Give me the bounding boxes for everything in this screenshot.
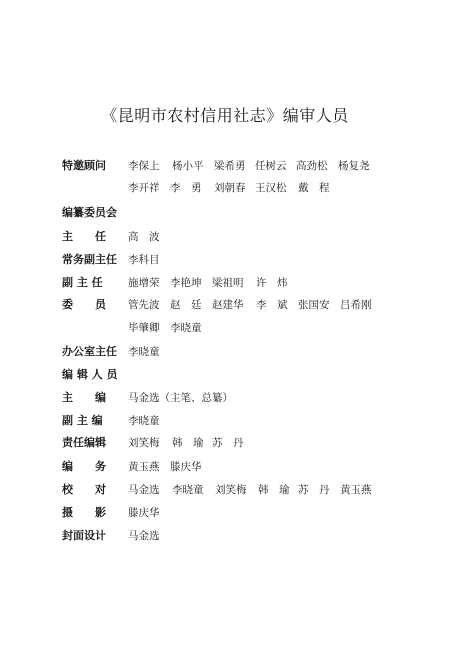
editorial-affairs-names: 黄玉燕 滕庆华 bbox=[128, 461, 202, 473]
proofreader-name: 李晓童 bbox=[172, 484, 204, 496]
deputy-editor-label: 副 主 编 bbox=[62, 414, 103, 427]
members-label: 委 员 bbox=[62, 298, 106, 311]
special-advisors-label: 特邀顾问 bbox=[62, 159, 106, 172]
advisor-name: 杨小平 bbox=[172, 160, 204, 172]
deputy-director-name: 许 炜 bbox=[256, 277, 288, 289]
office-director-name: 李晓童 bbox=[128, 346, 160, 358]
proofreader-name: 马金选 bbox=[128, 484, 160, 496]
exec-deputy-name: 李科目 bbox=[128, 254, 160, 266]
director-name: 高 波 bbox=[128, 231, 160, 243]
advisor-name: 李开祥 bbox=[128, 182, 160, 194]
chief-editor-label: 主 编 bbox=[62, 391, 106, 404]
member-name: 赵 廷 bbox=[170, 299, 202, 311]
cover-design-label: 封面设计 bbox=[62, 529, 106, 542]
deputy-director-name: 李艳坤 bbox=[170, 277, 202, 289]
responsible-editor-name: 苏 丹 bbox=[212, 437, 244, 449]
member-name: 张国安 bbox=[298, 299, 330, 311]
editorial-affairs-label: 编 务 bbox=[62, 460, 106, 473]
deputy-editor-name: 李晓童 bbox=[128, 415, 160, 427]
advisor-name: 李保上 bbox=[128, 160, 160, 172]
director-label: 主 任 bbox=[62, 230, 106, 243]
photography-label: 摄 影 bbox=[62, 506, 106, 519]
deputy-director-name: 梁祖明 bbox=[212, 277, 244, 289]
responsible-editor-name: 韩 瑜 bbox=[172, 437, 204, 449]
advisor-name: 戴 程 bbox=[298, 182, 330, 194]
editors-heading: 编 辑 人 员 bbox=[62, 368, 118, 381]
member-name: 李晓童 bbox=[170, 322, 202, 334]
proofreader-name: 黄玉燕 bbox=[340, 484, 372, 496]
committee-heading: 编纂委员会 bbox=[62, 206, 117, 219]
advisor-name: 梁希勇 bbox=[214, 160, 246, 172]
advisor-name: 王汉松 bbox=[255, 182, 287, 194]
responsible-editors-label: 责任编辑 bbox=[62, 436, 106, 449]
deputy-director-name: 施增荣 bbox=[128, 277, 160, 289]
proofreader-name: 韩 瑜 bbox=[258, 484, 290, 496]
cover-designer-name: 马金选 bbox=[128, 530, 160, 542]
responsible-editor-name: 刘笑梅 bbox=[128, 437, 160, 449]
office-director-label: 办公室主任 bbox=[62, 345, 117, 358]
photographer-name: 滕庆华 bbox=[128, 507, 160, 519]
member-name: 李 斌 bbox=[256, 299, 288, 311]
advisor-name: 任树云 bbox=[255, 160, 287, 172]
advisor-name: 李 勇 bbox=[170, 182, 202, 194]
proofreader-name: 刘笑梅 bbox=[215, 484, 247, 496]
member-name: 赵建华 bbox=[212, 299, 244, 311]
member-name: 管先波 bbox=[128, 299, 160, 311]
proofreader-name: 苏 丹 bbox=[298, 484, 330, 496]
chief-editor-name: 马金选（主笔、总纂） bbox=[128, 392, 233, 404]
exec-deputy-label: 常务副主任 bbox=[62, 253, 117, 266]
page-title: 《昆明市农村信用社志》编审人员 bbox=[101, 106, 349, 125]
advisor-name: 杨复尧 bbox=[338, 160, 370, 172]
advisor-name: 高劲松 bbox=[296, 160, 328, 172]
member-name: 吕希刚 bbox=[340, 299, 372, 311]
member-name: 毕肇卿 bbox=[128, 322, 160, 334]
advisor-name: 刘朝春 bbox=[214, 182, 246, 194]
proofreaders-label: 校 对 bbox=[62, 483, 106, 496]
deputy-director-label: 副 主 任 bbox=[62, 276, 103, 289]
